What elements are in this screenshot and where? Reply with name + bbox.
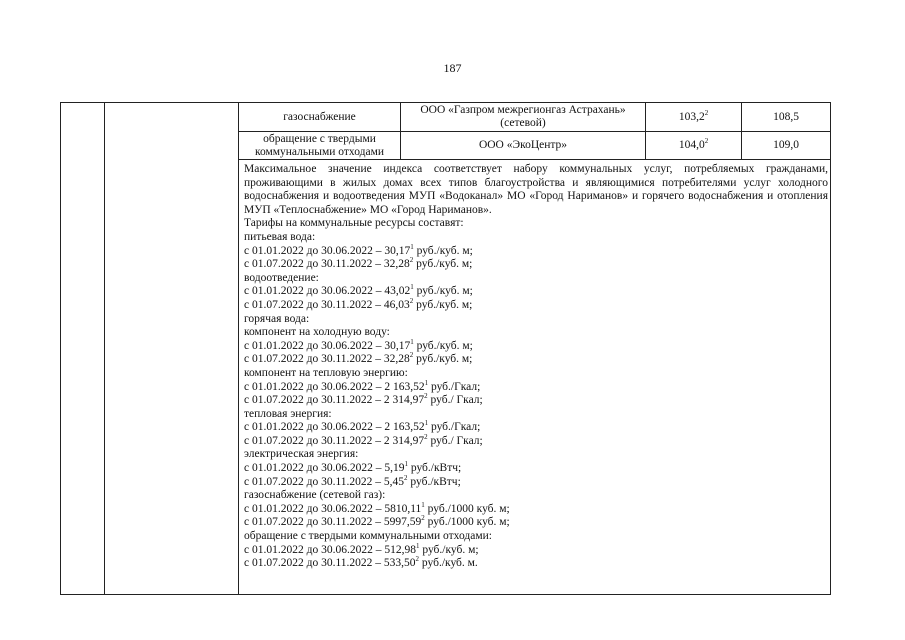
- index-value: 103,2: [678, 110, 705, 123]
- tariff-footnote: 1: [424, 378, 429, 387]
- tariff-unit: руб./Гкал;: [428, 421, 481, 434]
- max-value: 109,0: [773, 139, 799, 151]
- tariff-unit: руб./куб. м;: [413, 258, 473, 271]
- tariff-text: водоотведение:: [244, 271, 319, 284]
- row-divider: [238, 159, 830, 160]
- page-number: 187: [443, 61, 462, 75]
- tariff-line: [244, 516, 828, 530]
- tariff-footnote: 1: [404, 460, 408, 469]
- tariff-footnote: 2: [409, 297, 414, 306]
- cell-provider: [401, 103, 645, 131]
- tariff-unit: руб./ Гкал;: [427, 434, 483, 447]
- tariff-footnote: 2: [415, 555, 420, 564]
- tariff-text: с 01.07.2022 до 30.11.2022 – 32,28: [244, 258, 410, 271]
- provider-text: ООО «Газпром межрегионгаз Астрахань» (сетевой): [420, 104, 626, 129]
- tariff-text: с 01.01.2022 до 30.06.2022 – 43,02: [244, 285, 411, 298]
- tariff-text: питьевая вода:: [244, 230, 316, 243]
- tariff-text: с 01.01.2022 до 30.06.2022 – 2 163,52: [244, 421, 425, 434]
- tariff-line: [244, 378, 828, 395]
- tariff-footnote: 2: [409, 351, 414, 360]
- tariff-text: с 01.07.2022 до 30.11.2022 – 46,03: [244, 298, 410, 311]
- tariff-text: с 01.07.2022 до 30.11.2022 – 5997,59: [244, 516, 422, 529]
- tariff-text: с 01.01.2022 до 30.06.2022 – 30,17: [244, 244, 411, 257]
- tariff-heading: [244, 408, 828, 422]
- tariff-heading: [244, 326, 828, 340]
- tariff-footnote: 1: [410, 283, 414, 292]
- tariff-heading: [244, 367, 828, 381]
- tariff-unit: руб./куб. м;: [419, 543, 479, 556]
- tariff-footnote: 2: [404, 473, 408, 482]
- tariff-lines: [244, 231, 828, 571]
- tariff-text: с 01.01.2022 до 30.06.2022 – 2 163,52: [244, 380, 425, 393]
- tariff-unit: руб./1000 куб. м;: [424, 502, 510, 515]
- tariff-text: горячая вода:: [244, 312, 310, 325]
- tariff-text: газоснабжение (сетевой газ):: [244, 489, 386, 502]
- index-value: 104,0: [678, 139, 705, 151]
- cell-max: [742, 132, 830, 159]
- tariff-line: [244, 242, 828, 259]
- tariff-line: [244, 299, 828, 313]
- tariff-unit: руб./куб. м.: [419, 557, 478, 570]
- tariff-text: с 01.01.2022 до 30.06.2022 – 512,98: [244, 543, 416, 556]
- max-value: 108,5: [773, 110, 799, 123]
- cell-service: [239, 103, 400, 131]
- tariff-footnote: 2: [409, 256, 414, 265]
- tariff-line: [244, 353, 828, 367]
- tariff-heading: [244, 530, 828, 544]
- cell-index: [646, 103, 741, 131]
- tariff-text: с 01.07.2022 до 30.11.2022 – 533,50: [244, 557, 416, 570]
- tariff-text: с 01.07.2022 до 30.11.2022 – 2 314,97: [244, 434, 425, 447]
- tariff-unit: руб./кВтч;: [407, 462, 462, 475]
- tariff-footnote: 1: [424, 419, 429, 428]
- tariff-text: обращение с твердыми коммунальными отходами:: [244, 530, 492, 543]
- index-footnote: 2: [704, 137, 709, 146]
- tariff-unit: руб./ Гкал;: [427, 394, 483, 407]
- tariff-line: [244, 421, 828, 435]
- tariff-line: [244, 503, 828, 517]
- tariff-text: с 01.01.2022 до 30.06.2022 – 30,17: [244, 339, 411, 352]
- tariff-text: с 01.07.2022 до 30.11.2022 – 5,45: [244, 475, 405, 488]
- tariff-line: [244, 473, 828, 490]
- tariff-heading: [244, 448, 828, 462]
- tariffs-intro: Тарифы на коммунальные ресурсы составят:: [244, 217, 464, 230]
- tariff-text: с 01.07.2022 до 30.11.2022 – 2 314,97: [244, 394, 425, 407]
- tariff-line: [244, 337, 828, 354]
- tariff-footnote: 1: [421, 501, 425, 510]
- tariff-heading: [244, 489, 828, 503]
- tariff-line: [244, 285, 828, 299]
- tariff-line: [244, 435, 828, 449]
- tariff-text: с 01.07.2022 до 30.11.2022 – 32,28: [244, 353, 410, 366]
- tariff-unit: руб./куб. м;: [413, 285, 473, 298]
- tariff-heading: [244, 313, 828, 327]
- service-text: обращение с твердыми коммунальными отходами: [254, 132, 385, 158]
- tariff-text: тепловая энергия:: [244, 407, 332, 420]
- tariff-line: [244, 394, 828, 408]
- tariff-line: [244, 462, 828, 476]
- tariff-text: электрическая энергия:: [244, 448, 359, 461]
- cell-index: [646, 132, 741, 159]
- col-divider: [104, 103, 105, 594]
- tariff-text: компонент на тепловую энергию:: [244, 366, 408, 379]
- tariff-footnote: 2: [424, 433, 428, 442]
- tariff-footnote: 1: [410, 242, 414, 251]
- tariff-footnote: 2: [421, 514, 425, 523]
- tariff-unit: руб./куб. м;: [413, 353, 473, 366]
- tariff-text: с 01.01.2022 до 30.06.2022 – 5810,11: [244, 502, 422, 515]
- tariff-unit: руб./куб. м;: [413, 298, 473, 311]
- tariff-unit: руб./куб. м;: [413, 244, 473, 257]
- tariff-text: с 01.01.2022 до 30.06.2022 – 5,19: [244, 462, 405, 475]
- tariff-footnote: 2: [424, 392, 428, 401]
- note-paragraph: Максимальное значение индекса соответствует набору коммунальных услуг, потребляемых гражданами, проживающими в жилых домах всех типов благоустройства и являющимися потребителями услуг холодного водоснабжения и водоотведения МУП «Водоканал» МО «Город Нариманов» и горячего водоснабжения и отопления МУП «Теплоснабжение» МО «Город Нариманов».: [244, 163, 828, 216]
- tariff-heading: [244, 231, 828, 245]
- cell-provider: [401, 132, 645, 159]
- col-divider: [238, 103, 239, 594]
- tariff-footnote: 1: [415, 541, 420, 550]
- cell-max: [742, 103, 830, 131]
- index-footnote: 2: [704, 108, 709, 117]
- provider-text: ООО «ЭкоЦентр»: [478, 139, 568, 151]
- tariff-heading: [244, 272, 828, 286]
- tariff-table: [60, 102, 831, 595]
- tariff-unit: руб./1000 куб. м;: [424, 516, 510, 529]
- tariff-footnote: 1: [410, 337, 414, 346]
- tariff-text: компонент на холодную воду:: [244, 326, 390, 339]
- tariff-line: [244, 258, 828, 272]
- tariff-unit: руб./Гкал;: [428, 380, 481, 393]
- tariff-line: [244, 557, 828, 571]
- cell-service: [239, 132, 400, 159]
- tariff-line: [244, 541, 828, 558]
- note-block: [244, 163, 828, 571]
- tariff-unit: руб./куб. м;: [413, 339, 473, 352]
- service-text: газоснабжение: [283, 110, 356, 123]
- tariff-unit: руб./кВтч;: [407, 475, 461, 488]
